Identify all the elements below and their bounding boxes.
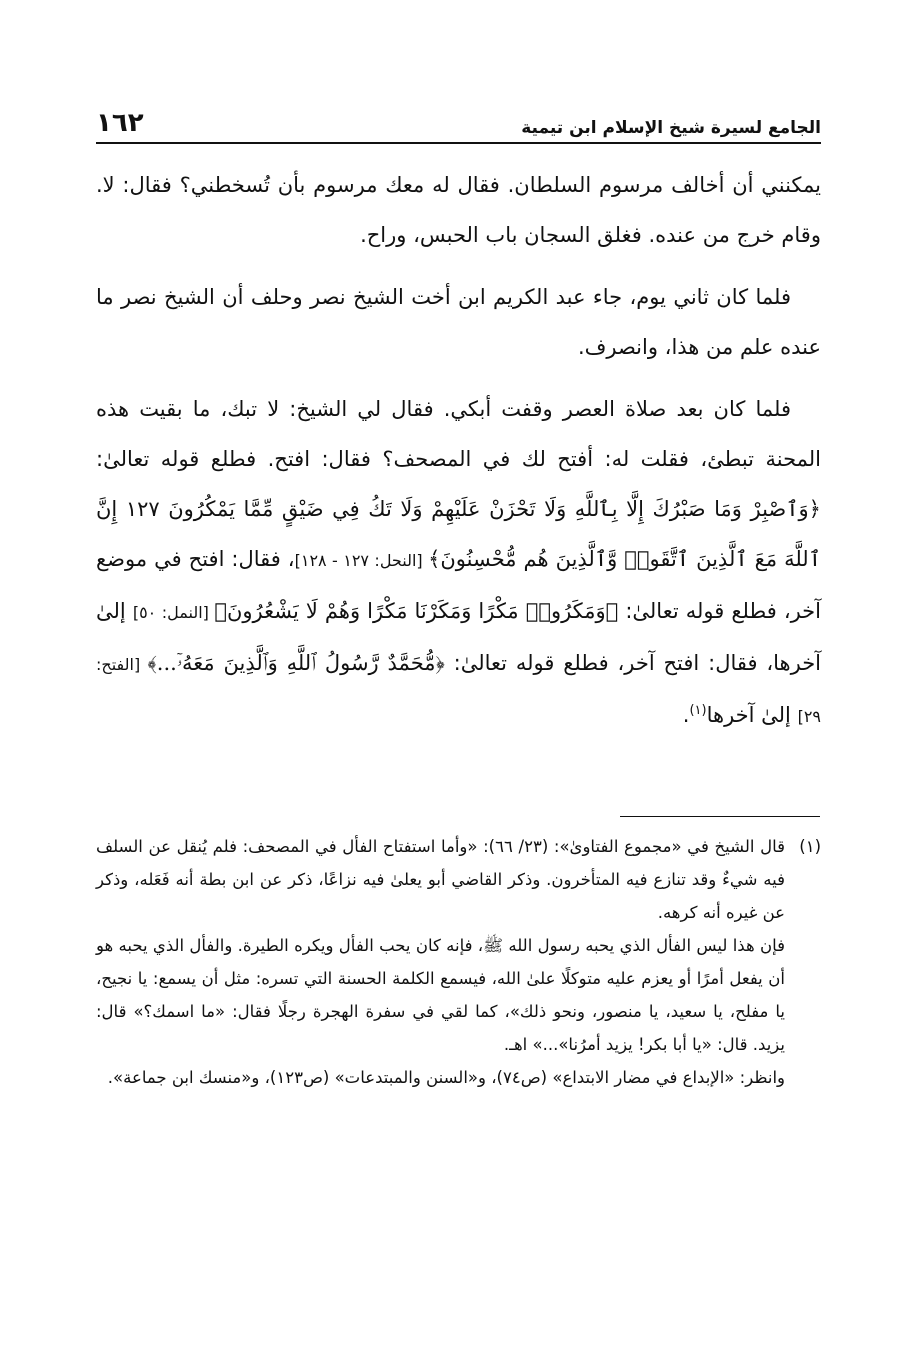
- verse-reference-2: [النمل: ٥٠]: [132, 603, 215, 622]
- footnote-separator: [620, 816, 820, 817]
- quran-verse-3: ﴿مُّحَمَّدٌ رَّسُولُ ٱللَّهِ وَٱلَّذِينَ مَعَهُۥٓ...﴾: [147, 651, 445, 675]
- footnote-body: [96, 830, 785, 1094]
- footnote-paragraph-3: وانظر: «الإبداع في مضار الابتداع» (ص٧٤)، و«السنن والمبتدعات» (ص١٢٣)، و«منسك ابن جماعة».: [107, 1068, 785, 1087]
- verse-reference-1: [النحل: ١٢٧ - ١٢٨]: [294, 551, 429, 570]
- paragraph-3-text-1: فلما كان بعد صلاة العصر وقفت أبكي. فقال لي الشيخ: لا تبك، ما بقيت هذه المحنة تبطئ، فقلت له: أفتح لك في المصحف؟ فقال: افتح. فطلع قوله تعالىٰ:: [96, 397, 821, 471]
- verse-reference-3: [الفتح: ٢٩]: [96, 655, 821, 726]
- footnotes: [96, 830, 821, 1094]
- footnote-marker[interactable]: (١): [689, 703, 707, 718]
- quran-verse-1: ﴿وَٱصْبِرْ وَمَا صَبْرُكَ إِلَّا بِٱللَّهِ وَلَا تَحْزَنْ عَلَيْهِمْ وَلَا تَكُ فِي ضَيْقٍ مِّمَّا يَمْكُرُونَ ١٢٧ إِنَّ ٱللَّهَ مَعَ ٱلَّذِينَ ٱتَّقَوا۟ وَّٱلَّذِينَ هُم مُّحْسِنُونَ﴾: [96, 497, 821, 571]
- quran-verse-2: ﴿وَمَكَرُوا۟ مَكْرًا وَمَكَرْنَا مَكْرًا وَهُمْ لَا يَشْعُرُونَ﴾: [214, 599, 619, 623]
- main-text: [96, 160, 821, 754]
- footnote-paragraph-1: قال الشيخ في «مجموع الفتاوىٰ»: (٢٣/ ٦٦): «وأما استفتاح الفأل في المصحف: فلم يُنقل عن السلف فيه شيءٌ وقد تنازع فيه المتأخرون. وذكر القاضي أبو يعلىٰ فيه نزاعًا، ذكر عن ابن بطة أنه فَعَله، وذكر عن غيره أنه كرهه.: [96, 837, 785, 922]
- footnote-number: (١): [799, 837, 821, 856]
- paragraph-3-end: .: [682, 703, 690, 727]
- paragraph-3-text-4: إلىٰ آخرها: [706, 703, 798, 727]
- book-title: الجامع لسيرة شيخ الإسلام ابن تيمية: [521, 118, 821, 138]
- paragraph-3: [96, 384, 821, 742]
- paragraph-1: يمكنني أن أخالف مرسوم السلطان. فقال له معك مرسوم بأن تُسخطني؟ فقال: لا. وقام خرج من عنده. فغلق السجان باب الحبس، وراح.: [96, 173, 821, 247]
- paragraph-3-text-2: ، فقال: افتح في موضع آخر، فطلع قوله تعالىٰ:: [96, 547, 821, 623]
- paragraph-2: فلما كان ثاني يوم، جاء عبد الكريم ابن أخت الشيخ نصر وحلف أن الشيخ نصر ما عنده علم من هذا، وانصرف.: [96, 285, 821, 359]
- footnote-1: [96, 830, 821, 1094]
- running-header: [96, 100, 821, 144]
- paragraph-3-text-3: إلىٰ آخرها، فقال: افتح آخر، فطلع قوله تعالىٰ:: [96, 599, 822, 675]
- footnote-paragraph-2: فإن هذا ليس الفأل الذي يحبه رسول الله ﷺ، فإنه كان يحب الفأل ويكره الطيرة. والفأل الذي يحبه هو أن يفعل أمرًا أو يعزم عليه متوكلًا علىٰ الله، فيسمع الكلمة الحسنة التي تسره: مثل أن يسمع: يا نجيح، يا مفلح، يا سعيد، يا منصور، ونحو ذلك»، كما لقي في سفرة الهجرة رجلًا فقال: «ما اسمك؟» قال: يزيد. قال: «يا أبا بكر! يزيد أمرُنا»...» اهـ.: [96, 936, 785, 1054]
- page-number: ١٦٢: [96, 108, 144, 138]
